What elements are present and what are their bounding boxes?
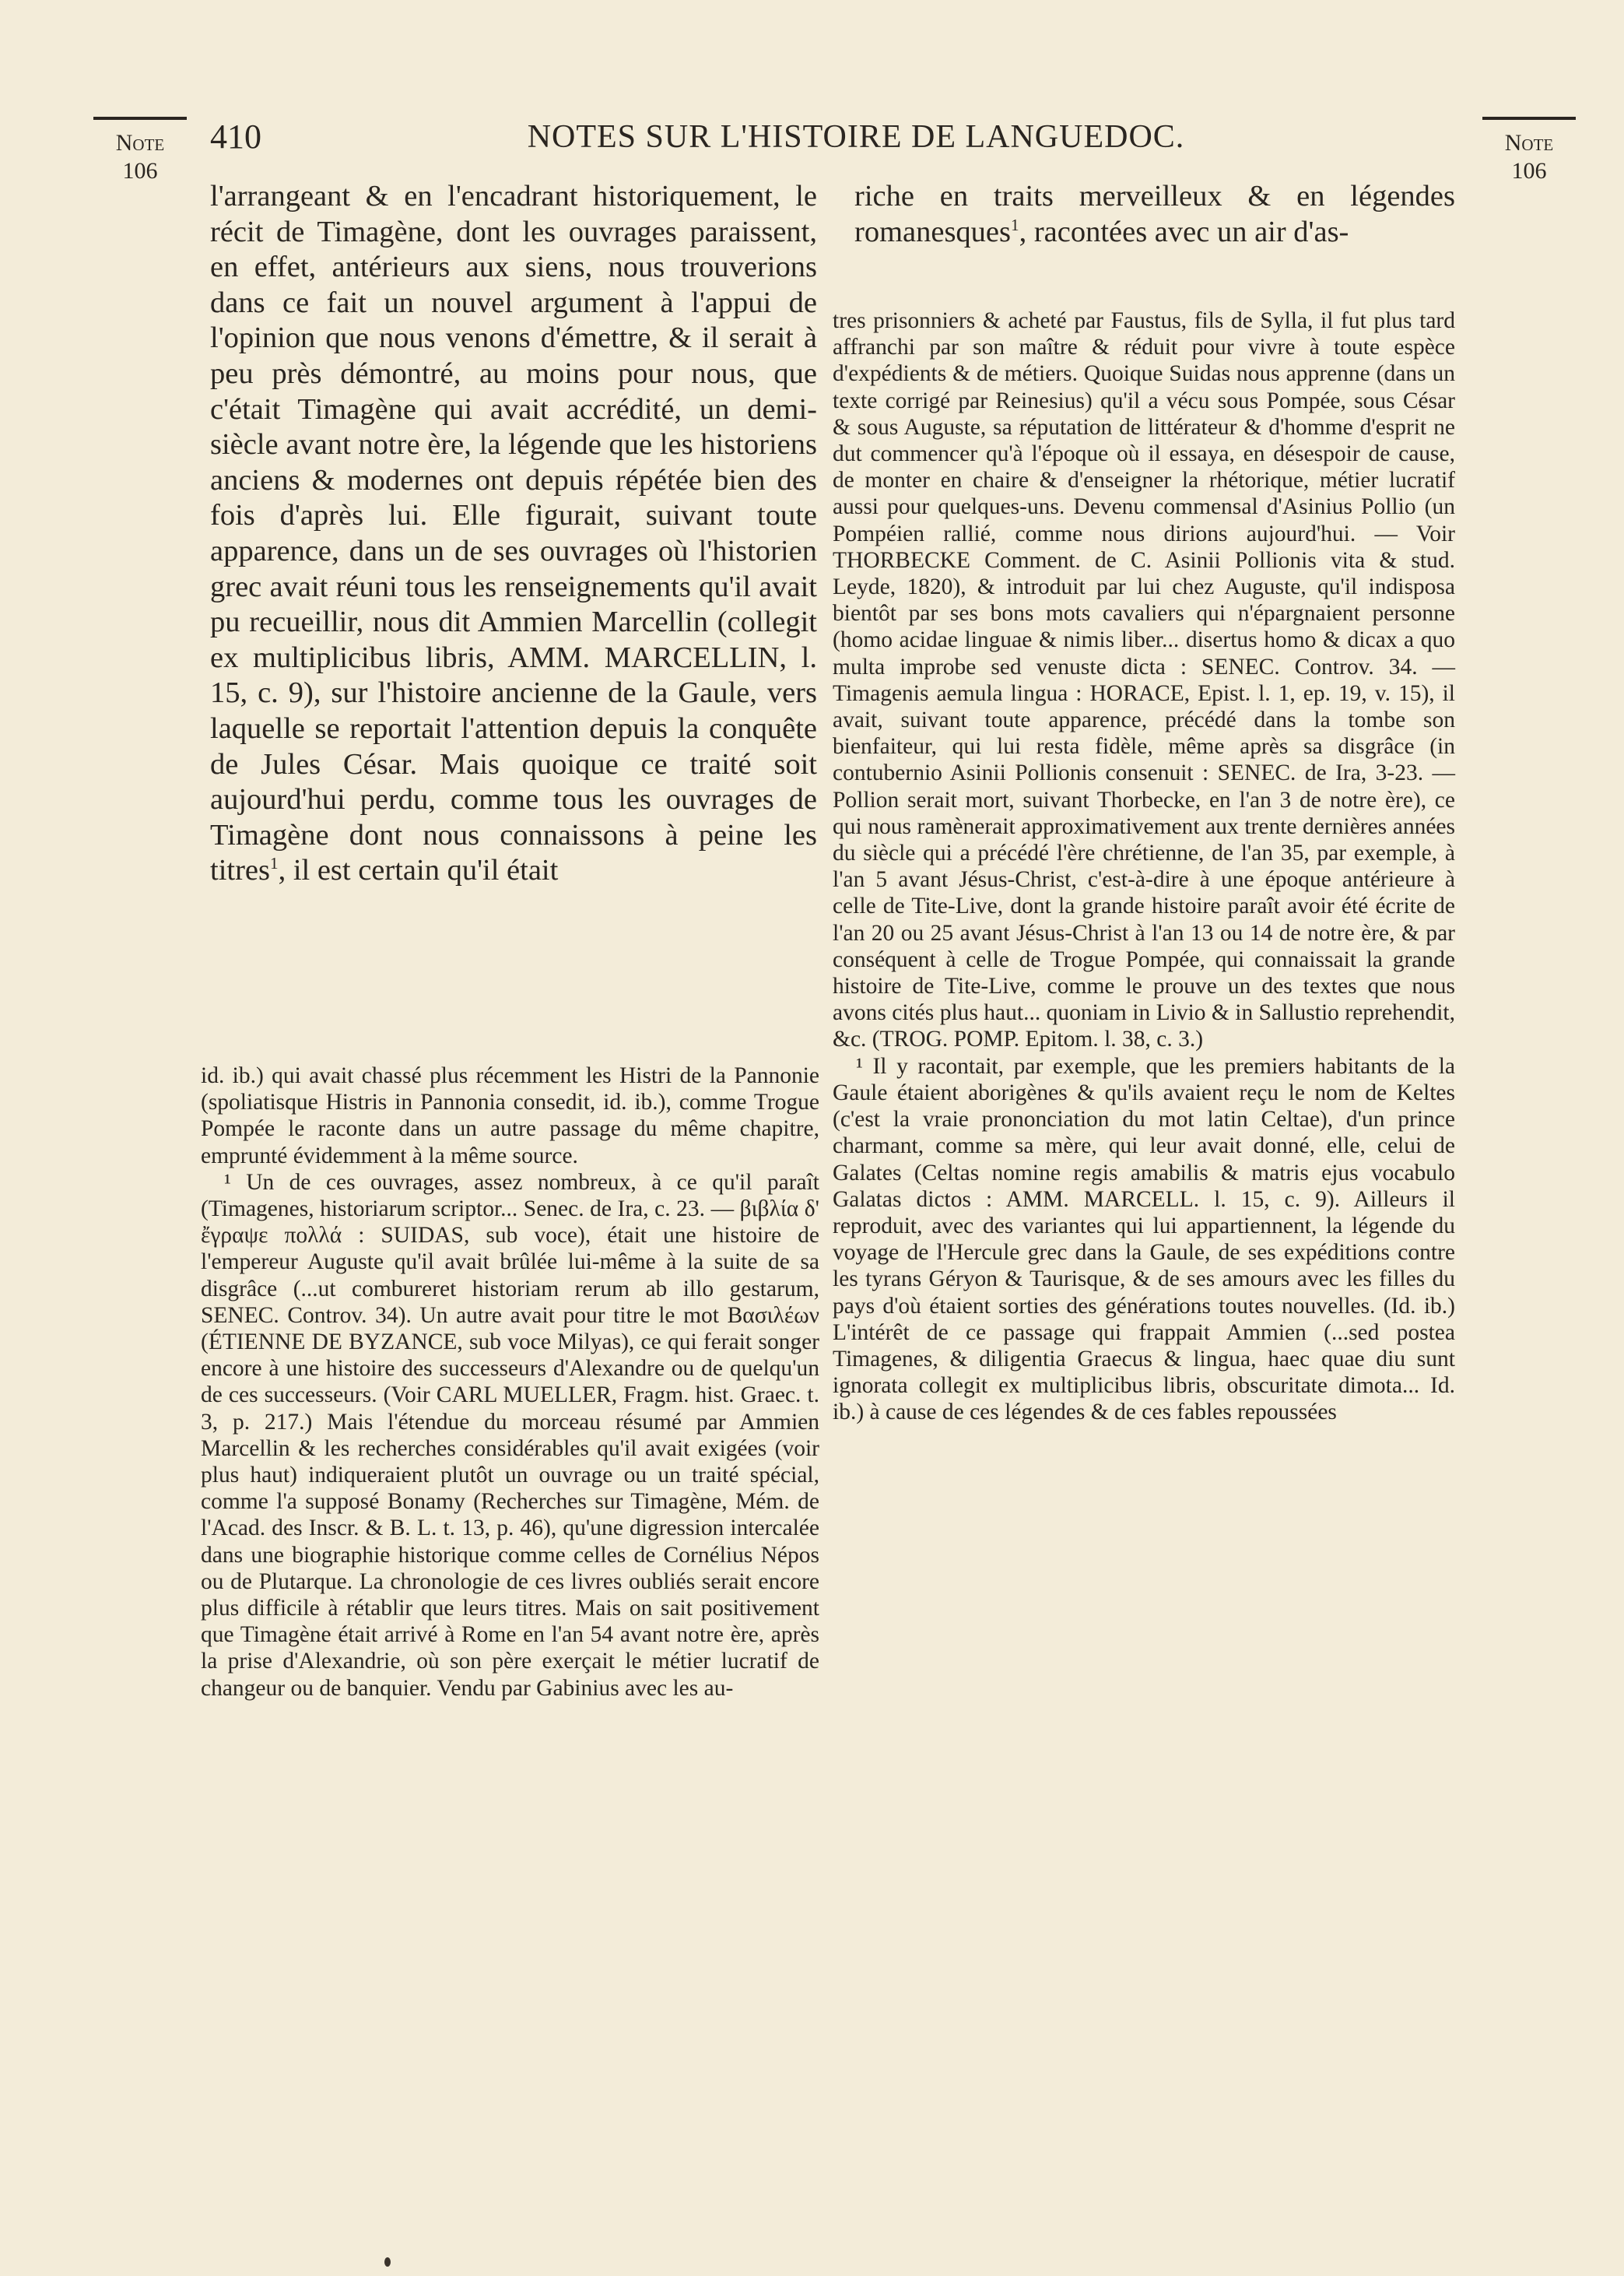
footnote-ref-left: 1 xyxy=(269,854,279,873)
margin-note-right xyxy=(1482,117,1576,185)
margin-note-label-left: Note xyxy=(115,130,165,156)
margin-note-number-left: 106 xyxy=(122,158,158,184)
margin-rule-left xyxy=(93,117,187,120)
footnote-continuation-left: id. ib.) qui avait chassé plus récemment les Histri de la Pannonie (spoliatisque Histris in Pannonia consedit, id. ib.), comme Trogue Pompée le raconte dans un autre passage du même chapitre, emprunté évidemment à la même source. xyxy=(201,1063,819,1168)
ink-speck xyxy=(384,2257,391,2267)
main-text-left: l'arrangeant & en l'encadrant historiquement, le récit de Timagène, dont les ouvrages paraissent, en effet, antérieurs aux siens, nous trouverions dans ce fait un nouvel argument à l'appui de l'opinion que nous venons d'émettre, & il serait à peu près démontré, au moins pour nous, que c'était Timagène qui avait accrédité, un demi-siècle avant notre ère, la légende que les historiens anciens & modernes ont depuis répétée bien des fois d'après lui. Elle figurait, suivant toute apparence, dans un de ses ouvrages où l'historien grec avait réuni tous les renseignements qu'il avait pu recueillir, nous dit Ammien Marcellin (collegit ex multiplicibus libris, AMM. MARCELLIN, l. 15, c. 9), sur l'histoire ancienne de la Gaule, vers laquelle se reportait l'attention depuis la conquête de Jules César. Mais quoique ce traité soit aujourd'hui perdu, comme tous les ouvrages de Timagène dont nous connaissons à peine les titres xyxy=(210,180,817,887)
main-paragraph-left xyxy=(210,179,817,889)
main-text-left-end: , il est certain qu'il était xyxy=(278,854,559,887)
footnote-continuation-right: tres prisonniers & acheté par Faustus, fils de Sylla, il fut plus tard affranchi par son maître & réduit pour vivre à toute espèce d'expédients & de métiers. Quoique Suidas nous apprenne (dans un texte corrigé par Reinesius) qu'il a vécu sous Pompée, sous César & sous Auguste, sa réputation de littérateur & d'homme d'esprit ne dut commencer qu'à l'époque où il essaya, en désespoir de cause, de monter en chaire & d'enseigner la rhétorique, métier lucratif aussi pour quelques-uns. Devenu commensal d'Asinius Pollio (un Pompéien rallié, comme nous dirions aujourd'hui. — Voir THORBECKE Comment. de C. Asinii Pollionis vita & stud. Leyde, 1820), & introduit par lui chez Auguste, qu'il indisposa bientôt par ses bons mots cavaliers qui n'épargnaient personne (homo acidae linguae & nimis liber... disertus homo & dicax a quo multa improbe sed venuste dicta : SENEC. Controv. 34. — Timagenis aemula lingua : HORACE, Epist. l. 1, ep. 19, v. 15), il avait, suivant toute apparence, précédé dans la tombe son bienfaiteur, qui lui resta fidèle, même après sa disgrâce (in contubernio Asinii Pollionis consenuit : SENEC. de Ira, 3-23. — Pollion serait mort, suivant Thorbecke, en l'an 3 de notre ère), ce qui nous ramènerait approximativement aux trente dernières années du siècle qui a précédé l'ère chrétienne, de l'an 35, par exemple, à l'an 5 avant Jésus-Christ, c'est-à-dire à une époque antérieure à celle de Tite-Live, dont la grande histoire paraît avoir été écrite de l'an 20 ou 25 avant Jésus-Christ à l'an 13 ou 14 de notre ère, & par conséquent à celle de Trogue Pompée, qui connaissait la grande histoire de Tite-Live, comme le prouve un des textes que nous avons cités plus haut... quoniam in Livio & in Sallustio reprehendit, &c. (TROG. POMP. Epitom. l. 38, c. 3.) xyxy=(833,308,1455,1052)
footnotes-left-column xyxy=(201,1062,819,1702)
page-number: 410 xyxy=(210,118,261,156)
margin-note-label-right: Note xyxy=(1504,130,1554,156)
footnote-1-right: ¹ Il y racontait, par exemple, que les premiers habitants de la Gaule étaient aborigènes & qu'ils avaient reçu le nom de Keltes (c'est la vraie prononciation du mot latin Celtae), d'un prince charmant, comme sa mère, qui leur avait donné, elle, celui de Galates (Celtas nomine regis amabilis & matris ejus vocabulo Galatas dictos : AMM. MARCELL. l. 15, c. 9). Ailleurs il reproduit, avec des variantes qui lui appartiennent, la légende du voyage de l'Hercule grec dans la Gaule, de ses expéditions contre les tyrans Géryon & Taurisque, & de ses amours avec les filles du pays d'où étaient sorties des générations toutes nouvelles. (Id. ib.) L'intérêt de ce passage qui frappait Ammien (...sed postea Timagenes, & diligentia Graecus & lingua, haec quae diu sunt ignorata collegit ex multiplicibus libris, obscuritate dimota... Id. ib.) à cause de ces légendes & de ces fables repoussées xyxy=(833,1053,1455,1425)
main-text-left-column xyxy=(210,179,817,889)
footnote-1-left: ¹ Un de ces ouvrages, assez nombreux, à ce qu'il paraît (Timagenes, historiarum scriptor... Senec. de Ira, c. 23. — βιβλία δ' ἔγραψε πολλά : SUIDAS, sub voce), était une histoire de l'empereur Auguste qu'il avait brûlée lui-même à la suite de sa disgrâce (...ut combureret historiam rerum ab illo gestarum, SENEC. Controv. 34). Un autre avait pour titre le mot Βασιλέων (ÉTIENNE DE BYZANCE, sub voce Milyas), ce qui ferait songer encore à une histoire des successeurs d'Alexandre ou de quelqu'un de ces successeurs. (Voir CARL MUELLER, Fragm. hist. Graec. t. 3, p. 217.) Mais l'étendue du morceau résumé par Ammien Marcellin & les recherches considérables qu'il avait exigées (voir plus haut) indiqueraient plutôt un ouvrage ou un traité spécial, comme l'a supposé Bonamy (Recherches sur Timagène, Mém. de l'Acad. des Inscr. & B. L. t. 13, p. 46), qu'une digression intercalée dans une biographie historique comme celles de Cornélius Népos ou de Plutarque. La chronologie de ces livres oubliés serait encore plus difficile à rétablir que leurs titres. Mais on sait positivement que Timagène était arrivé à Rome en l'an 54 avant notre ère, après la prise d'Alexandrie, où son père exerçait le métier lucratif de changeur ou de banquier. Vendu par Gabinius avec les au- xyxy=(201,1169,820,1701)
running-title: NOTES SUR L'HISTOIRE DE LANGUEDOC. xyxy=(527,119,1185,155)
main-text-right: riche en traits merveilleux & en légendes romanesques xyxy=(854,180,1455,248)
margin-note-number-right: 106 xyxy=(1511,158,1547,184)
main-text-right-column xyxy=(854,179,1455,250)
main-text-right-end: , racontées avec un air d'as- xyxy=(1019,215,1349,248)
margin-rule-right xyxy=(1482,117,1576,120)
margin-note-left xyxy=(93,117,187,185)
main-paragraph-right xyxy=(854,179,1455,250)
footnote-ref-right: 1 xyxy=(1011,215,1019,234)
footnotes-right-column xyxy=(833,307,1455,1426)
